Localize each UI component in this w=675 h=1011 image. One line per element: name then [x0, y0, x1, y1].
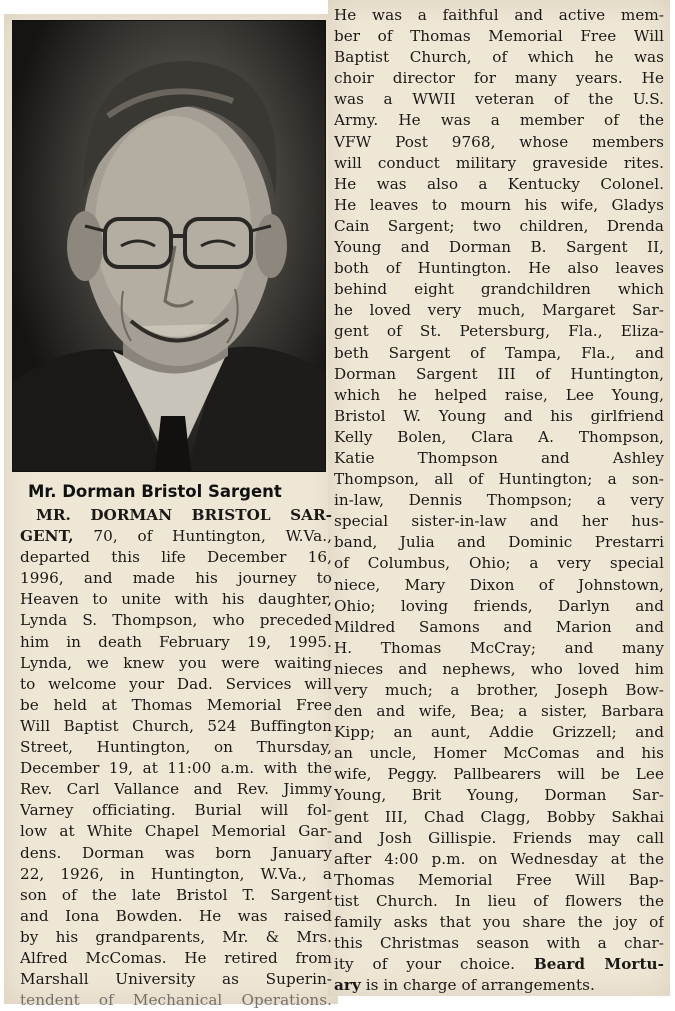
text-line [20, 969, 332, 990]
text-line [334, 279, 664, 300]
text-line [20, 526, 332, 547]
text-line [20, 990, 332, 1011]
text-run: which he helped raise, Lee Young, [334, 385, 664, 404]
text-line [334, 5, 664, 26]
text-line [334, 216, 664, 237]
text-run: and Iona Bowden. He was raised [20, 906, 332, 925]
text-run: Marshall University as Superin- [20, 970, 332, 989]
text-line [334, 490, 664, 511]
text-line [334, 89, 664, 110]
text-line [334, 132, 664, 153]
text-run: H. Thomas McCray; and many [334, 638, 664, 657]
text-line [334, 258, 664, 279]
text-run: Kipp; an aunt, Addie Grizzell; and [334, 723, 664, 742]
text-line [334, 870, 664, 891]
text-line [334, 321, 664, 342]
text-run: beth Sargent of Tampa, Fla., and [334, 343, 664, 362]
text-run: son of the late Bristol T. Sargent [20, 885, 332, 904]
text-line [334, 237, 664, 258]
text-run: Young and Dorman B. Sargent II, [334, 238, 664, 257]
obituary-headline: Mr. Dorman Bristol Sargent [28, 482, 282, 501]
text-run: in-law, Dennis Thompson; a very [334, 491, 664, 510]
text-line [334, 954, 664, 975]
text-line [334, 110, 664, 131]
text-line [334, 743, 664, 764]
text-line [20, 843, 332, 864]
text-line [334, 785, 664, 806]
text-run: Kelly Bolen, Clara A. Thompson, [334, 427, 664, 446]
text-run: Lynda S. Thompson, who preceded [20, 611, 332, 630]
text-line [334, 828, 664, 849]
text-run: tist Church. In lieu of flowers the [334, 891, 664, 910]
text-run: Young, Brit Young, Dorman Sar- [334, 786, 664, 805]
text-line [334, 553, 664, 574]
text-run: Bristol W. Young and his girlfriend [334, 406, 664, 425]
text-run: 22, 1926, in Huntington, W.Va., a [20, 864, 332, 883]
text-run: 1996, and made his journey to [20, 569, 332, 588]
text-line [334, 722, 664, 743]
text-run: an uncle, Homer McComas and his [334, 744, 664, 763]
text-line [20, 821, 332, 842]
text-run: to welcome your Dad. Services will [20, 674, 332, 693]
text-run: Thompson, all of Huntington; a son- [334, 470, 664, 489]
text-line [334, 617, 664, 638]
text-run: him in death February 19, 1995. [20, 632, 332, 651]
text-run: Katie Thompson and Ashley [334, 448, 664, 467]
right-text-column [334, 5, 664, 996]
text-run: He was also a Kentucky Colonel. [334, 174, 664, 193]
text-line [334, 659, 664, 680]
text-run: Street, Huntington, on Thursday, [20, 738, 332, 757]
text-run: Heaven to unite with his daughter, [20, 590, 332, 609]
text-run: dens. Dorman was born January [20, 843, 332, 862]
text-line [20, 568, 332, 589]
text-line [20, 906, 332, 927]
text-line [20, 948, 332, 969]
text-run: niece, Mary Dixon of Johnstown, [334, 575, 664, 594]
text-run: Cain Sargent; two children, Drenda [334, 216, 664, 235]
text-line [20, 800, 332, 821]
text-run: He was a faithful and active mem- [334, 6, 664, 24]
text-line [334, 532, 664, 553]
text-run: Baptist Church, of which he was [334, 48, 664, 67]
text-line [20, 653, 332, 674]
text-line [20, 737, 332, 758]
text-line [20, 589, 332, 610]
text-line [334, 807, 664, 828]
text-line [334, 174, 664, 195]
text-line [334, 891, 664, 912]
text-run: very much; a brother, Joseph Bow- [334, 681, 664, 699]
portrait-photo-icon [13, 21, 325, 471]
text-run: nieces and nephews, who loved him [334, 659, 664, 678]
text-run: after 4:00 p.m. on Wednesday at the [334, 849, 664, 868]
text-line [20, 674, 332, 695]
text-line [334, 26, 664, 47]
bold-text-run: MR. DORMAN BRISTOL SAR- [36, 506, 332, 524]
text-run: both of Huntington. He also leaves [334, 259, 664, 278]
text-run: is in charge of arrangements. [360, 976, 595, 995]
text-line [334, 912, 664, 933]
text-line [20, 505, 332, 526]
text-line [334, 764, 664, 785]
text-line [334, 47, 664, 68]
text-run: he loved very much, Margaret Sar- [334, 301, 664, 320]
text-line [20, 610, 332, 631]
text-line [20, 758, 332, 779]
text-line [20, 632, 332, 653]
text-line [334, 680, 664, 701]
left-text-column [20, 505, 332, 1011]
text-run: gent of St. Petersburg, Fla., Eliza- [334, 322, 664, 341]
text-run: Lynda, we knew you were waiting [20, 653, 332, 672]
text-line [334, 343, 664, 364]
text-run: and Josh Gillispie. Friends may call [334, 828, 664, 847]
text-line [20, 779, 332, 800]
text-line [334, 427, 664, 448]
text-run: tendent of Mechanical Operations. [20, 991, 332, 1010]
text-line [334, 195, 664, 216]
text-run: be held at Thomas Memorial Free [20, 695, 332, 714]
portrait-photo [12, 20, 326, 472]
text-run: December 19, at 11:00 a.m. with the [20, 759, 332, 778]
text-line [20, 716, 332, 737]
text-run: Dorman Sargent III of Huntington, [334, 364, 664, 383]
text-line [334, 975, 664, 996]
text-line [20, 885, 332, 906]
text-line [334, 385, 664, 406]
text-run: Will Baptist Church, 524 Buffington [20, 716, 332, 735]
text-line [20, 927, 332, 948]
text-line [334, 933, 664, 954]
text-run: low at White Chapel Memorial Gar- [20, 822, 332, 841]
bold-text-run: GENT, [20, 527, 74, 546]
bold-text-run: ary [334, 976, 361, 995]
text-line [334, 406, 664, 427]
text-line [20, 695, 332, 716]
text-line [334, 638, 664, 659]
text-run: Alfred McComas. He retired from [20, 948, 332, 967]
text-line [20, 864, 332, 885]
text-run: 70, of Huntington, W.Va., [73, 527, 332, 546]
text-run: Mildred Samons and Marion and [334, 617, 664, 636]
text-line [334, 701, 664, 722]
text-line [20, 547, 332, 568]
text-run: gent III, Chad Clagg, Bobby Sakhai [334, 807, 664, 826]
text-line [334, 511, 664, 532]
text-run: behind eight grandchildren which [334, 280, 664, 299]
text-line [334, 68, 664, 89]
text-run: of Columbus, Ohio; a very special [334, 554, 664, 573]
text-run: will conduct military graveside rites. [334, 153, 664, 172]
text-run: this Christmas season with a char- [334, 934, 664, 953]
text-run: ber of Thomas Memorial Free Will [334, 27, 664, 46]
text-run: choir director for many years. He [334, 69, 664, 88]
text-run: was a WWII veteran of the U.S. [334, 90, 664, 109]
text-run: He leaves to mourn his wife, Gladys [334, 195, 664, 214]
text-run: band, Julia and Dominic Prestarri [334, 533, 664, 552]
text-run: Army. He was a member of the [334, 111, 664, 130]
text-run: VFW Post 9768, whose members [334, 132, 664, 151]
text-line [334, 575, 664, 596]
text-line [334, 448, 664, 469]
text-line [334, 849, 664, 870]
text-line [334, 364, 664, 385]
text-line [334, 596, 664, 617]
text-run: wife, Peggy. Pallbearers will be Lee [334, 765, 664, 784]
text-run: Rev. Carl Vallance and Rev. Jimmy [20, 780, 332, 799]
text-line [334, 469, 664, 490]
text-line [334, 153, 664, 174]
text-run: den and wife, Bea; a sister, Barbara [334, 702, 664, 721]
text-line [334, 300, 664, 321]
bold-text-run: Beard Mortu- [533, 955, 664, 974]
text-run: by his grandparents, Mr. & Mrs. [20, 927, 332, 946]
text-run: special sister-in-law and her hus- [334, 512, 664, 531]
text-run: Thomas Memorial Free Will Bap- [334, 870, 664, 889]
text-run: departed this life December 16, [20, 548, 332, 567]
text-run: Ohio; loving friends, Darlyn and [334, 596, 664, 615]
text-run: ity of your choice. [334, 955, 534, 974]
text-run: Varney officiating. Burial will fol- [20, 801, 332, 820]
text-run: family asks that you share the joy of [334, 913, 664, 932]
